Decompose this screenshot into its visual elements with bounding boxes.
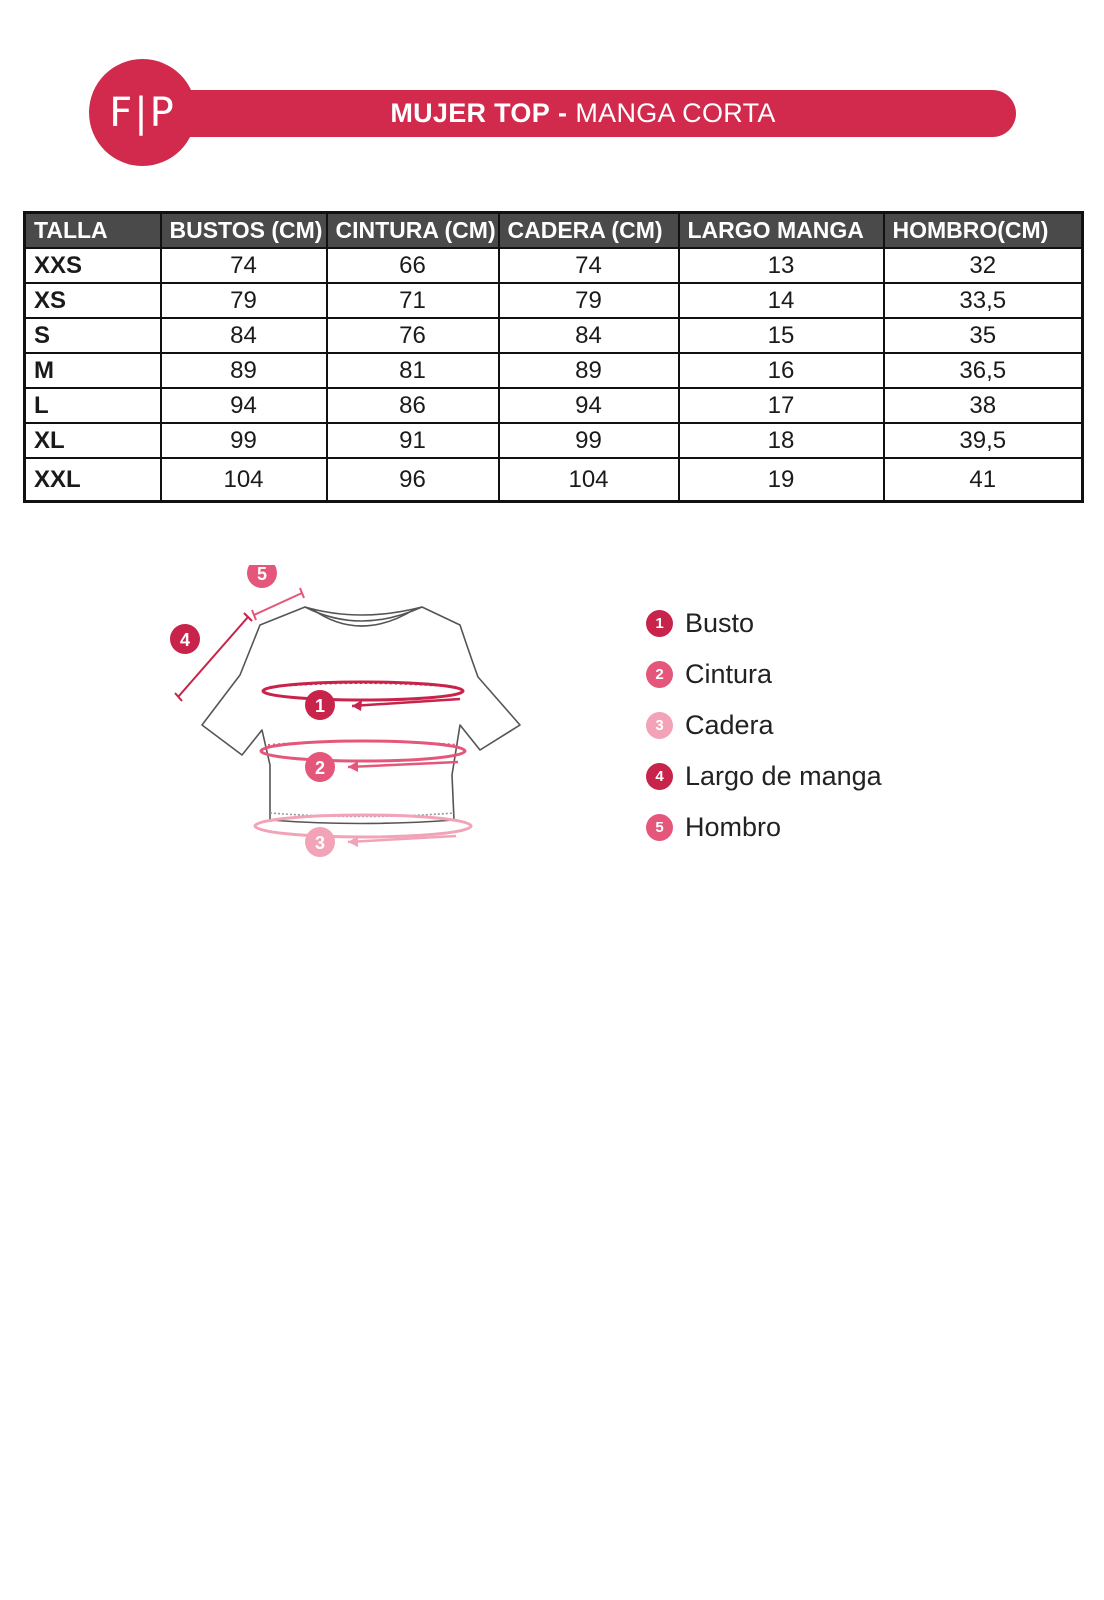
table-cell: 16 bbox=[679, 353, 884, 388]
legend-number: 4 bbox=[646, 763, 673, 790]
table-cell: 13 bbox=[679, 248, 884, 283]
col-header-hombro: HOMBRO(CM) bbox=[884, 213, 1083, 249]
legend-label: Busto bbox=[685, 608, 755, 638]
table-cell: 94 bbox=[161, 388, 327, 423]
table-row bbox=[25, 248, 1083, 283]
table-cell: 86 bbox=[327, 388, 499, 423]
legend-item bbox=[646, 649, 882, 700]
size-label: S bbox=[25, 318, 161, 353]
shirt-diagram bbox=[160, 565, 540, 885]
col-header-bustos: BUSTOS (CM) bbox=[161, 213, 327, 249]
table-cell: 17 bbox=[679, 388, 884, 423]
table-cell: 84 bbox=[499, 318, 679, 353]
title-light: MANGA CORTA bbox=[575, 98, 776, 128]
table-row bbox=[25, 353, 1083, 388]
size-label: XS bbox=[25, 283, 161, 318]
table-cell: 99 bbox=[161, 423, 327, 458]
waist-measure-line bbox=[261, 741, 465, 772]
legend-number: 1 bbox=[646, 610, 673, 637]
table-cell: 89 bbox=[499, 353, 679, 388]
table-cell: 41 bbox=[884, 458, 1083, 502]
table-cell: 18 bbox=[679, 423, 884, 458]
size-label: XL bbox=[25, 423, 161, 458]
table-cell: 104 bbox=[499, 458, 679, 502]
table-cell: 84 bbox=[161, 318, 327, 353]
table-cell: 81 bbox=[327, 353, 499, 388]
legend-label: Cadera bbox=[685, 710, 774, 740]
title-separator: - bbox=[558, 98, 568, 128]
table-row bbox=[25, 458, 1083, 502]
table-row bbox=[25, 283, 1083, 318]
svg-text:2: 2 bbox=[314, 758, 326, 778]
legend-label: Cintura bbox=[685, 659, 773, 689]
size-label: XXS bbox=[25, 248, 161, 283]
size-label: XXL bbox=[25, 458, 161, 502]
table-cell: 66 bbox=[327, 248, 499, 283]
table-cell: 79 bbox=[161, 283, 327, 318]
marker-1 bbox=[305, 690, 335, 720]
table-cell: 76 bbox=[327, 318, 499, 353]
table-cell: 38 bbox=[884, 388, 1083, 423]
table-cell: 14 bbox=[679, 283, 884, 318]
marker-4 bbox=[170, 624, 200, 654]
table-cell: 19 bbox=[679, 458, 884, 502]
col-header-talla: TALLA bbox=[25, 213, 161, 249]
measurement-legend bbox=[646, 598, 882, 853]
table-cell: 33,5 bbox=[884, 283, 1083, 318]
brand-logo bbox=[89, 59, 196, 166]
table-cell: 94 bbox=[499, 388, 679, 423]
table-cell: 15 bbox=[679, 318, 884, 353]
hip-measure-line bbox=[255, 815, 471, 847]
table-cell: 96 bbox=[327, 458, 499, 502]
svg-text:1: 1 bbox=[314, 696, 326, 716]
table-cell: 71 bbox=[327, 283, 499, 318]
table-cell: 36,5 bbox=[884, 353, 1083, 388]
legend-item bbox=[646, 751, 882, 802]
shirt-outline-icon bbox=[202, 607, 520, 824]
table-cell: 91 bbox=[327, 423, 499, 458]
size-table bbox=[23, 211, 1084, 503]
table-cell: 104 bbox=[161, 458, 327, 502]
legend-label: Hombro bbox=[685, 812, 782, 842]
col-header-cintura: CINTURA (CM) bbox=[327, 213, 499, 249]
col-header-cadera: CADERA (CM) bbox=[499, 213, 679, 249]
table-cell: 99 bbox=[499, 423, 679, 458]
svg-text:3: 3 bbox=[314, 833, 326, 853]
shoulder-line bbox=[252, 588, 304, 620]
size-label: L bbox=[25, 388, 161, 423]
legend-number: 5 bbox=[646, 814, 673, 841]
table-header-row bbox=[25, 213, 1083, 249]
table-cell: 79 bbox=[499, 283, 679, 318]
table-cell: 35 bbox=[884, 318, 1083, 353]
legend-item bbox=[646, 700, 882, 751]
col-header-largo-manga: LARGO MANGA bbox=[679, 213, 884, 249]
header-bar bbox=[150, 90, 1016, 137]
table-cell: 32 bbox=[884, 248, 1083, 283]
table-row bbox=[25, 423, 1083, 458]
bust-measure-line bbox=[263, 682, 463, 711]
legend-number: 3 bbox=[646, 712, 673, 739]
table-cell: 39,5 bbox=[884, 423, 1083, 458]
marker-3 bbox=[305, 827, 335, 857]
legend-item bbox=[646, 802, 882, 853]
size-label: M bbox=[25, 353, 161, 388]
svg-text:4: 4 bbox=[179, 630, 191, 650]
logo-text: F|P bbox=[109, 89, 176, 136]
table-cell: 89 bbox=[161, 353, 327, 388]
table-cell: 74 bbox=[499, 248, 679, 283]
title-bold: MUJER TOP bbox=[390, 98, 551, 128]
table-row bbox=[25, 318, 1083, 353]
marker-2 bbox=[305, 752, 335, 782]
marker-5 bbox=[247, 565, 277, 588]
table-cell: 74 bbox=[161, 248, 327, 283]
svg-text:5: 5 bbox=[256, 565, 268, 584]
legend-label: Largo de manga bbox=[685, 761, 882, 791]
legend-item bbox=[646, 598, 882, 649]
legend-number: 2 bbox=[646, 661, 673, 688]
table-row bbox=[25, 388, 1083, 423]
